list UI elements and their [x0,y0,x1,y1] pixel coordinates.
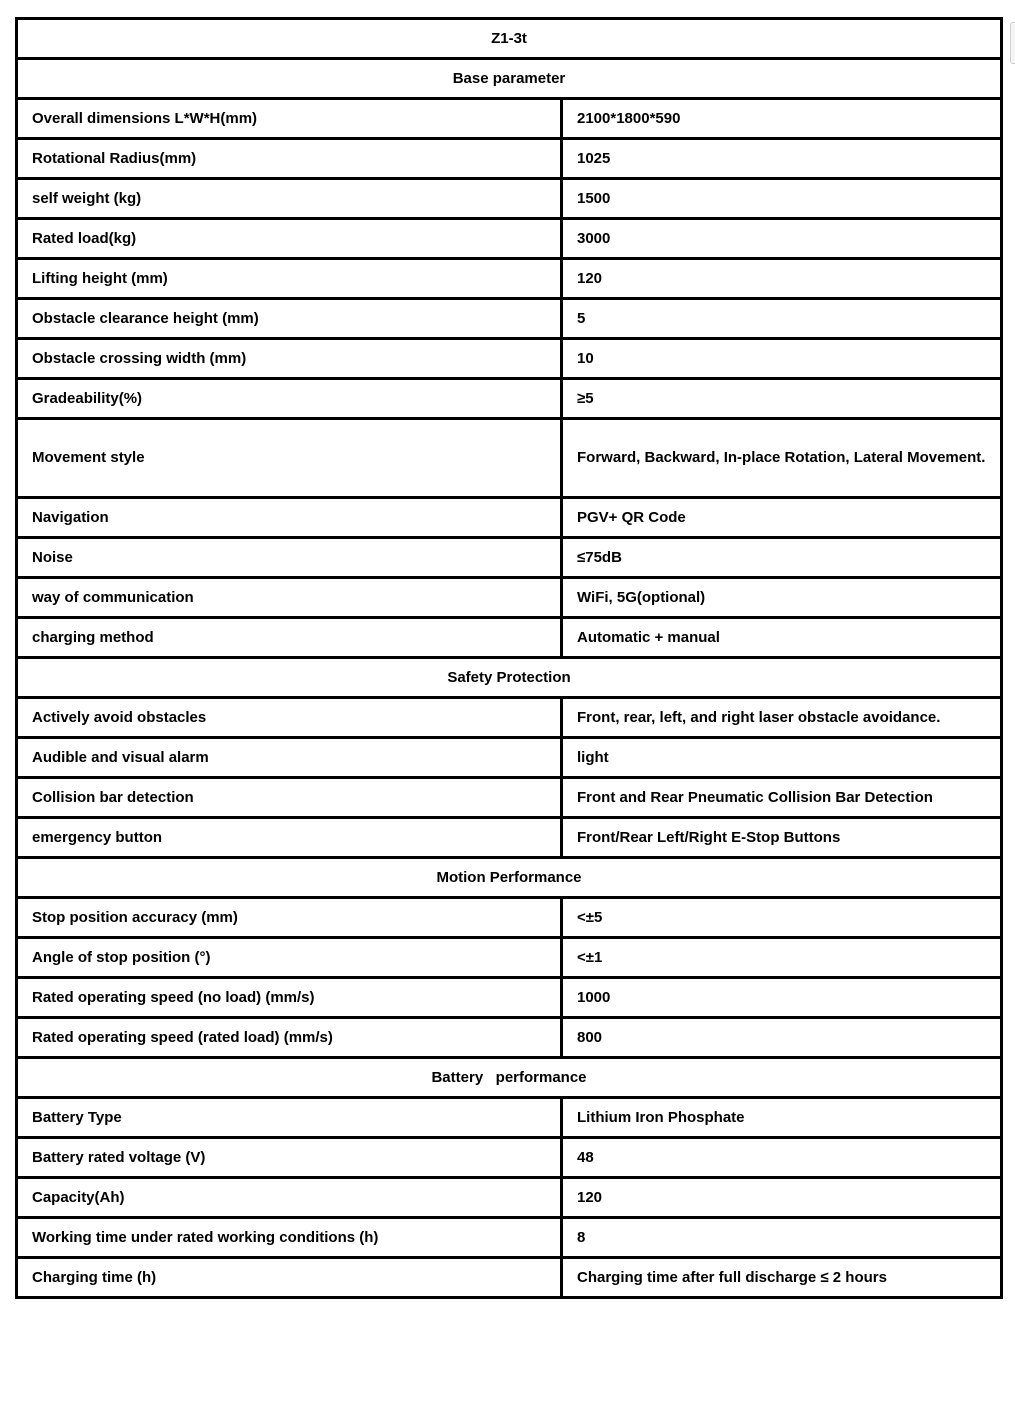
row-value: Automatic + manual [562,618,1002,658]
row-label: Obstacle crossing width (mm) [17,339,562,379]
row-label: Rotational Radius(mm) [17,139,562,179]
section-header-base [17,59,1002,99]
row-label: Movement style [17,419,562,498]
row-label: Rated load(kg) [17,219,562,259]
row-label: Obstacle clearance height (mm) [17,299,562,339]
table-row [17,938,1002,978]
product-title: Z1-3t [17,19,1002,59]
table-row [17,339,1002,379]
row-value: 1025 [562,139,1002,179]
table-row [17,259,1002,299]
row-value: ≥5 [562,379,1002,419]
table-row [17,498,1002,538]
row-label: Battery rated voltage (V) [17,1138,562,1178]
table-row [17,1218,1002,1258]
row-label: Overall dimensions L*W*H(mm) [17,99,562,139]
row-label: Navigation [17,498,562,538]
row-label: Capacity(Ah) [17,1178,562,1218]
row-label: Angle of stop position (°) [17,938,562,978]
table-row [17,1018,1002,1058]
title-row [17,19,1002,59]
row-value: 1500 [562,179,1002,219]
row-value: 2100*1800*590 [562,99,1002,139]
row-label: Charging time (h) [17,1258,562,1298]
row-label: Collision bar detection [17,778,562,818]
table-row [17,738,1002,778]
table-row [17,219,1002,259]
section-header-battery [17,1058,1002,1098]
table-row [17,898,1002,938]
row-label: Stop position accuracy (mm) [17,898,562,938]
row-value: 120 [562,259,1002,299]
row-label: Rated operating speed (rated load) (mm/s) [17,1018,562,1058]
table-row [17,978,1002,1018]
table-row [17,419,1002,498]
row-value: 3000 [562,219,1002,259]
row-value: 8 [562,1218,1002,1258]
row-value: 5 [562,299,1002,339]
row-label: self weight (kg) [17,179,562,219]
window-edge-tab [1010,22,1015,64]
section-heading: Battery performance [17,1058,1002,1098]
row-label: Working time under rated working conditions (h) [17,1218,562,1258]
row-label: Lifting height (mm) [17,259,562,299]
table-row [17,139,1002,179]
table-row [17,1178,1002,1218]
row-label: Actively avoid obstacles [17,698,562,738]
row-label: Gradeability(%) [17,379,562,419]
table-row [17,179,1002,219]
table-row [17,818,1002,858]
table-row [17,1098,1002,1138]
section-heading: Motion Performance [17,858,1002,898]
row-value: Charging time after full discharge ≤ 2 hours [562,1258,1002,1298]
row-label: Noise [17,538,562,578]
row-value: <±1 [562,938,1002,978]
row-value: 800 [562,1018,1002,1058]
row-value: PGV+ QR Code [562,498,1002,538]
row-label: emergency button [17,818,562,858]
row-value: light [562,738,1002,778]
spec-table [15,17,1003,1299]
row-value: Front, rear, left, and right laser obstacle avoidance. [562,698,1002,738]
table-row [17,538,1002,578]
row-value: Lithium Iron Phosphate [562,1098,1002,1138]
table-row [17,1258,1002,1298]
table-row [17,299,1002,339]
row-value: <±5 [562,898,1002,938]
row-label: Audible and visual alarm [17,738,562,778]
table-row [17,379,1002,419]
section-heading: Safety Protection [17,658,1002,698]
row-value: 1000 [562,978,1002,1018]
table-row [17,618,1002,658]
table-row [17,578,1002,618]
table-row [17,698,1002,738]
section-header-motion [17,858,1002,898]
row-value: ≤75dB [562,538,1002,578]
row-value: 48 [562,1138,1002,1178]
table-row [17,778,1002,818]
row-label: way of communication [17,578,562,618]
row-label: Battery Type [17,1098,562,1138]
section-heading: Base parameter [17,59,1002,99]
row-label: charging method [17,618,562,658]
row-value: Front and Rear Pneumatic Collision Bar Detection [562,778,1002,818]
table-row [17,99,1002,139]
table-row [17,1138,1002,1178]
row-value: WiFi, 5G(optional) [562,578,1002,618]
section-header-safety [17,658,1002,698]
row-value: 120 [562,1178,1002,1218]
row-value: Forward, Backward, In-place Rotation, Lateral Movement. [562,419,1002,498]
row-value: 10 [562,339,1002,379]
row-label: Rated operating speed (no load) (mm/s) [17,978,562,1018]
row-value: Front/Rear Left/Right E-Stop Buttons [562,818,1002,858]
